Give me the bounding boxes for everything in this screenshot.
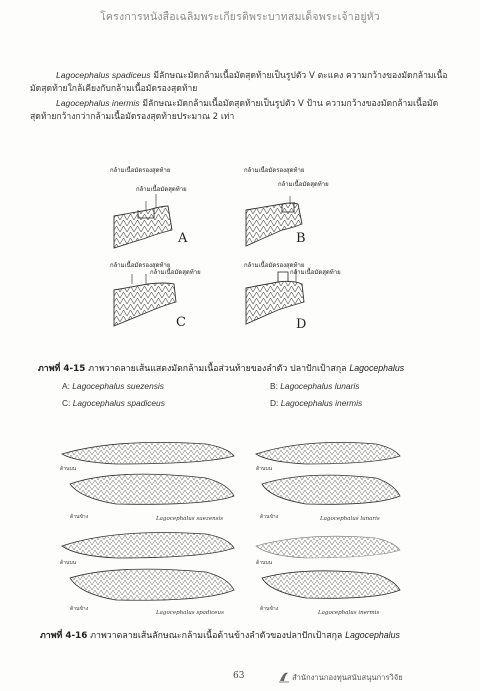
svg-text:ด้านข้าง: ด้านข้าง: [70, 606, 89, 612]
organization-logo-icon: [278, 669, 290, 683]
paragraph-spadiceus: [30, 69, 450, 96]
label-second-last-muscle: กล้ามเนื้อมัดรองสุดท้าย: [244, 167, 305, 174]
genus-name: Lagocephalus: [345, 630, 400, 640]
caption-text: ภาพวาดลายเส้นแสดงมัดกล้ามเนื้อส่วนท้ายของลำตัว ปลาปักเป้าสกุล: [85, 364, 350, 374]
caption-text: ภาพวาดลายเส้นลักษณะกล้ามเนื้อด้านข้างลำตัวของปลาปักเป้าสกุล: [87, 631, 346, 641]
panel-d: [244, 259, 341, 332]
fish-drawings: [56, 440, 426, 620]
svg-text:ด้านข้าง: ด้านข้าง: [70, 514, 89, 520]
svg-text:ด้านข้าง: ด้านข้าง: [260, 606, 279, 612]
label-second-last-muscle: กล้ามเนื้อมัดรองสุดท้าย: [244, 262, 305, 269]
panel-a: [110, 166, 188, 248]
species-name: Lagocephalus spadiceus: [56, 70, 151, 80]
fish-lunaris: [256, 442, 400, 522]
species-d: D: Lagocephalus inermis: [270, 398, 363, 408]
paragraph-text: มีลักษณะมัดกล้ามเนื้อมัดสุดท้ายเป็นรูปตัว V ป้าน ความกว้างของมัดกล้ามเนื้อมัดสุดท้ายกว้างกว่ากล้ามเนื้อมัดรองสุดท้ายประมาณ 2 เท่า: [30, 99, 439, 122]
fish-name: Lagocephalus lunaris: [320, 516, 380, 522]
svg-text:ด้านบน: ด้านบน: [256, 560, 273, 566]
label-last-muscle: กล้ามเนื้อมัดสุดท้าย: [290, 269, 341, 276]
panel-letter: B: [296, 231, 306, 246]
page-footer: [0, 669, 480, 685]
label-last-muscle: กล้ามเนื้อมัดสุดท้าย: [150, 269, 201, 276]
panel-c: [110, 259, 201, 330]
species-c: C: Lagocephalus spadiceus: [62, 398, 165, 408]
fish-spadiceus: [60, 533, 234, 617]
running-header: โครงการหนังสือเฉลิมพระเกียรติพระบาทสมเด็จพระเจ้าอยู่หัว: [100, 11, 380, 23]
svg-text:ด้านบน: ด้านบน: [60, 560, 77, 566]
species-a: A: Lagocephalus suezensis: [62, 381, 164, 391]
figure-caption-4-15: [38, 361, 404, 375]
svg-text:ด้านบน: ด้านบน: [60, 466, 77, 472]
panel-b: [244, 166, 329, 246]
paragraph-text: มีลักษณะมัดกล้ามเนื้อมัดสุดท้ายเป็นรูปตัว V ตะแคง ความกว้างของมัดกล้ามเนื้อมัดสุดท้ายใกล้เคียงกับกล้ามเนื้อมัดรองสุดท้าย: [30, 71, 448, 94]
label-last-muscle: กล้ามเนื้อมัดสุดท้าย: [136, 186, 187, 193]
species-b: B: Lagocephalus lunaris: [270, 381, 360, 391]
fish-name: Lagocephalus spadiceus: [156, 610, 224, 616]
fish-name: Lagocephalus inermis: [318, 610, 380, 616]
species-name: Lagocephalus inermis: [56, 98, 140, 108]
fish-inermis: [256, 536, 400, 616]
panel-letter: D: [296, 317, 307, 332]
label-second-last-muscle: กล้ามเนื้อมัดรองสุดท้าย: [110, 262, 171, 269]
svg-text:ด้านข้าง: ด้านข้าง: [260, 514, 279, 520]
fish-suezensis: [60, 442, 234, 522]
label-last-muscle: กล้ามเนื้อมัดสุดท้าย: [278, 181, 329, 188]
svg-text:ด้านบน: ด้านบน: [256, 466, 273, 472]
label-second-last-muscle: กล้ามเนื้อมัดรองสุดท้าย: [110, 167, 171, 174]
panel-letter: A: [178, 231, 188, 246]
page-number: 63: [233, 671, 245, 681]
organization-name: สำนักงานกองทุนสนับสนุนการวิจัย: [292, 673, 403, 682]
figure-number: ภาพที่ 4-15: [38, 364, 86, 374]
fish-name: Lagocephalus suezensis: [156, 516, 224, 522]
genus-name: Lagocephalus: [349, 363, 405, 373]
panel-letter: C: [176, 315, 186, 330]
paragraph-inermis: [30, 97, 450, 124]
muscle-diagram: [106, 166, 374, 338]
figure-number: ภาพที่ 4-16: [40, 631, 88, 641]
figure-caption-4-16: [40, 628, 400, 642]
